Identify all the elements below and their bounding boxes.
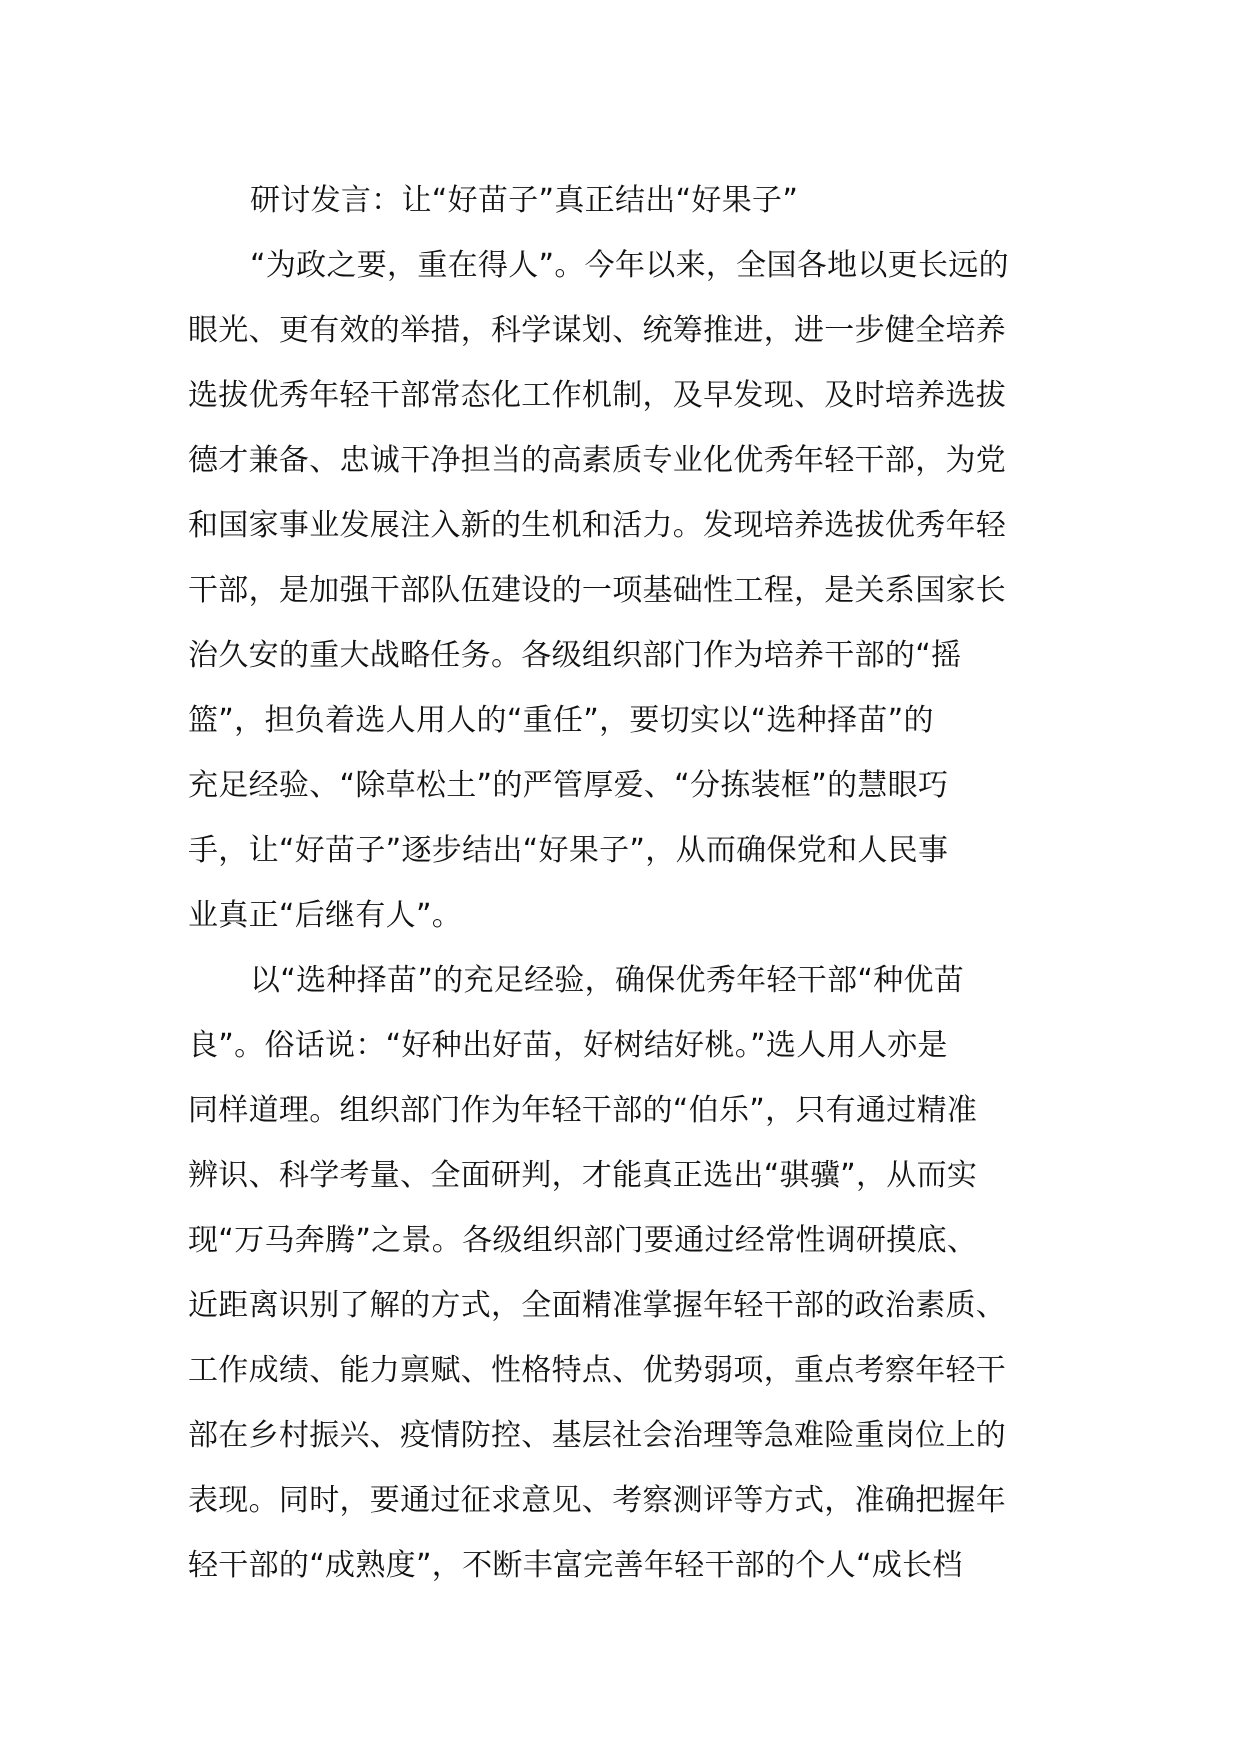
paragraph-1 xyxy=(188,233,1058,948)
paragraph-line: 和国家事业发展注入新的生机和活力。发现培养选拔优秀年轻 xyxy=(188,508,1007,543)
paragraph-2 xyxy=(188,948,1058,1598)
document-body xyxy=(188,168,1058,1598)
paragraph-line: 轻干部的“成熟度”，不断丰富完善年轻干部的个人“成长档 xyxy=(188,1548,963,1583)
paragraph-line: 业真正“后继有人”。 xyxy=(188,898,463,933)
paragraph-line: 辨识、科学考量、全面研判，才能真正选出“骐骥”，从而实 xyxy=(188,1158,978,1193)
paragraph-line: 现“万马奔腾”之景。各级组织部门要通过经常性调研摸底、 xyxy=(188,1223,978,1258)
document-title: 研讨发言：让“好苗子”真正结出“好果子” xyxy=(250,183,799,218)
paragraph-line: 充足经验、“除草松土”的严管厚爱、“分拣装框”的慧眼巧 xyxy=(188,768,949,803)
paragraph-line: 工作成绩、能力禀赋、性格特点、优势弱项，重点考察年轻干 xyxy=(188,1353,1007,1388)
paragraph-line: 德才兼备、忠诚干净担当的高素质专业化优秀年轻干部，为党 xyxy=(188,443,1007,478)
paragraph-line: “为政之要，重在得人”。今年以来，全国各地以更长远的 xyxy=(250,248,1009,283)
paragraph-line: 近距离识别了解的方式，全面精准掌握年轻干部的政治素质、 xyxy=(188,1288,1007,1323)
paragraph-line: 以“选种择苗”的充足经验，确保优秀年轻干部“种优苗 xyxy=(250,963,965,998)
paragraph-line: 部在乡村振兴、疫情防控、基层社会治理等急难险重岗位上的 xyxy=(188,1418,1007,1453)
paragraph-line: 良”。俗话说：“好种出好苗，好树结好桃。”选人用人亦是 xyxy=(188,1028,948,1063)
paragraph-line: 眼光、更有效的举措，科学谋划、统筹推进，进一步健全培养 xyxy=(188,313,1007,348)
paragraph-line: 手，让“好苗子”逐步结出“好果子”，从而确保党和人民事 xyxy=(188,833,949,868)
paragraph-line: 治久安的重大战略任务。各级组织部门作为培养干部的“摇 xyxy=(188,638,962,673)
paragraph-line: 篮”，担负着选人用人的“重任”，要切实以“选种择苗”的 xyxy=(188,703,934,738)
paragraph-line: 选拔优秀年轻干部常态化工作机制，及早发现、及时培养选拔 xyxy=(188,378,1007,413)
paragraph-line: 干部，是加强干部队伍建设的一项基础性工程，是关系国家长 xyxy=(188,573,1007,608)
paragraph-line: 表现。同时，要通过征求意见、考察测评等方式，准确把握年 xyxy=(188,1483,1007,1518)
paragraph-line: 同样道理。组织部门作为年轻干部的“伯乐”，只有通过精准 xyxy=(188,1093,978,1128)
